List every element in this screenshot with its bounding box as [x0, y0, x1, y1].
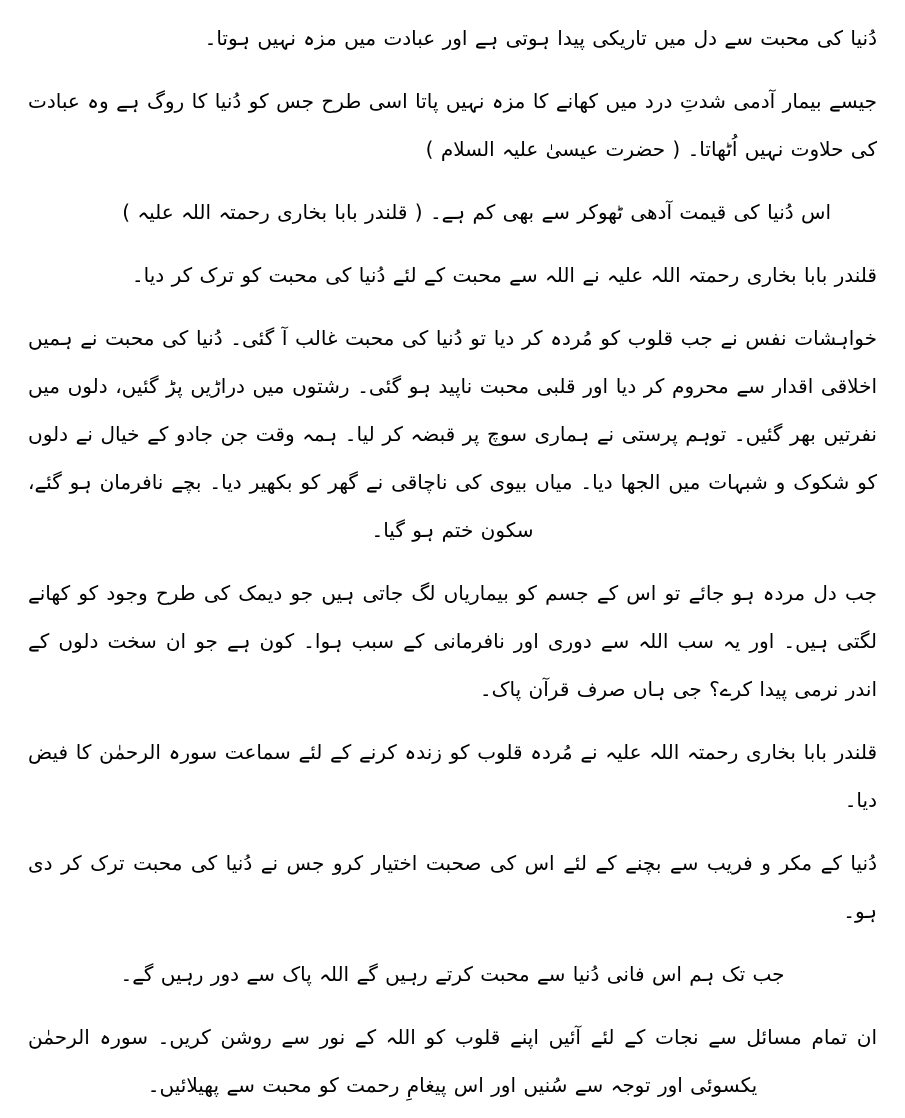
paragraph-qalandar-baba-left-worldly-love: قلندر بابا بخاری رحمتہ اللہ علیہ نے اللہ سے محبت کے لئے دُنیا کی محبت کو ترک کر دیا۔: [131, 263, 877, 287]
paragraph-mortal-world-distance-from-allah: جب تک ہم اس فانی دُنیا سے محبت کرتے رہیں گے اللہ پاک سے دور رہیں گے۔: [120, 962, 785, 986]
paragraph-company-advice: دُنیا کے مکر و فریب سے بچنے کے لئے اس کی صحبت اختیار کرو جس نے دُنیا کی محبت ترک کر دی ہو۔: [28, 851, 877, 923]
paragraph-closing-invitation: ان تمام مسائل سے نجات کے لئے آئیں اپنے قلوب کو اللہ کے نور سے روشن کریں۔ سورہ الرحمٰن یکسوئی اور توجہ سے سُنیں اور اس پیغامِ رحمت کو محبت سے پھیلائیں۔: [28, 1025, 877, 1097]
paragraph-love-of-world-darkness: دُنیا کی محبت سے دل میں تاریکی پیدا ہوتی ہے اور عبادت میں مزہ نہیں ہوتا۔: [204, 26, 877, 50]
paragraph-quote-qalandar-baba-value-of-world: اس دُنیا کی قیمت آدھی ٹھوکر سے بھی کم ہے۔ ( قلندر بابا بخاری رحمتہ اللہ علیہ ): [122, 200, 831, 224]
paragraph-quote-hazrat-isa: جیسے بیمار آدمی شدتِ درد میں کھانے کا مزہ نہیں پاتا اسی طرح جس کو دُنیا کا روگ ہے وہ عبادت کی حلاوت نہیں اُٹھاتا۔ ( حضرت عیسیٰ علیہ السلام ): [28, 89, 877, 161]
paragraph-dead-heart-diseases-quran: جب دل مردہ ہو جائے تو اس کے جسم کو بیماریاں لگ جاتی ہیں جو دیمک کی طرح وجود کو کھانے لگتی ہیں۔ اور یہ سب اللہ سے دوری اور نافرمانی کے سبب ہوا۔ کون ہے جو ان سخت دلوں کے اندر نرمی پیدا کرے؟ جی ہاں صرف قرآن پاک۔: [28, 581, 877, 701]
paragraph-dead-hearts-consequences: خواہشات نفس نے جب قلوب کو مُردہ کر دیا تو دُنیا کی محبت غالب آ گئی۔ دُنیا کی محبت نے ہمیں اخلاقی اقدار سے محروم کر دیا اور قلبی محبت ناپید ہو گئی۔ رشتوں میں دراڑیں پڑ گئیں، دلوں میں نفرتیں بھر گئیں۔ توہم پرستی نے ہماری سوچ پر قبضہ کر لیا۔ ہمہ وقت جن جادو کے خیال نے دلوں کو شکوک و شبہات میں الجھا دیا۔ میاں بیوی کی ناچاقی نے گھر کو بکھیر دیا۔ بچے نافرمان ہو گئے، سکون ختم ہو گیا۔: [28, 326, 877, 542]
paragraph-surah-rahman-faiz: قلندر بابا بخاری رحمتہ اللہ علیہ نے مُردہ قلوب کو زندہ کرنے کے لئے سماعت سورہ الرحمٰن کا فیض دیا۔: [28, 740, 877, 812]
